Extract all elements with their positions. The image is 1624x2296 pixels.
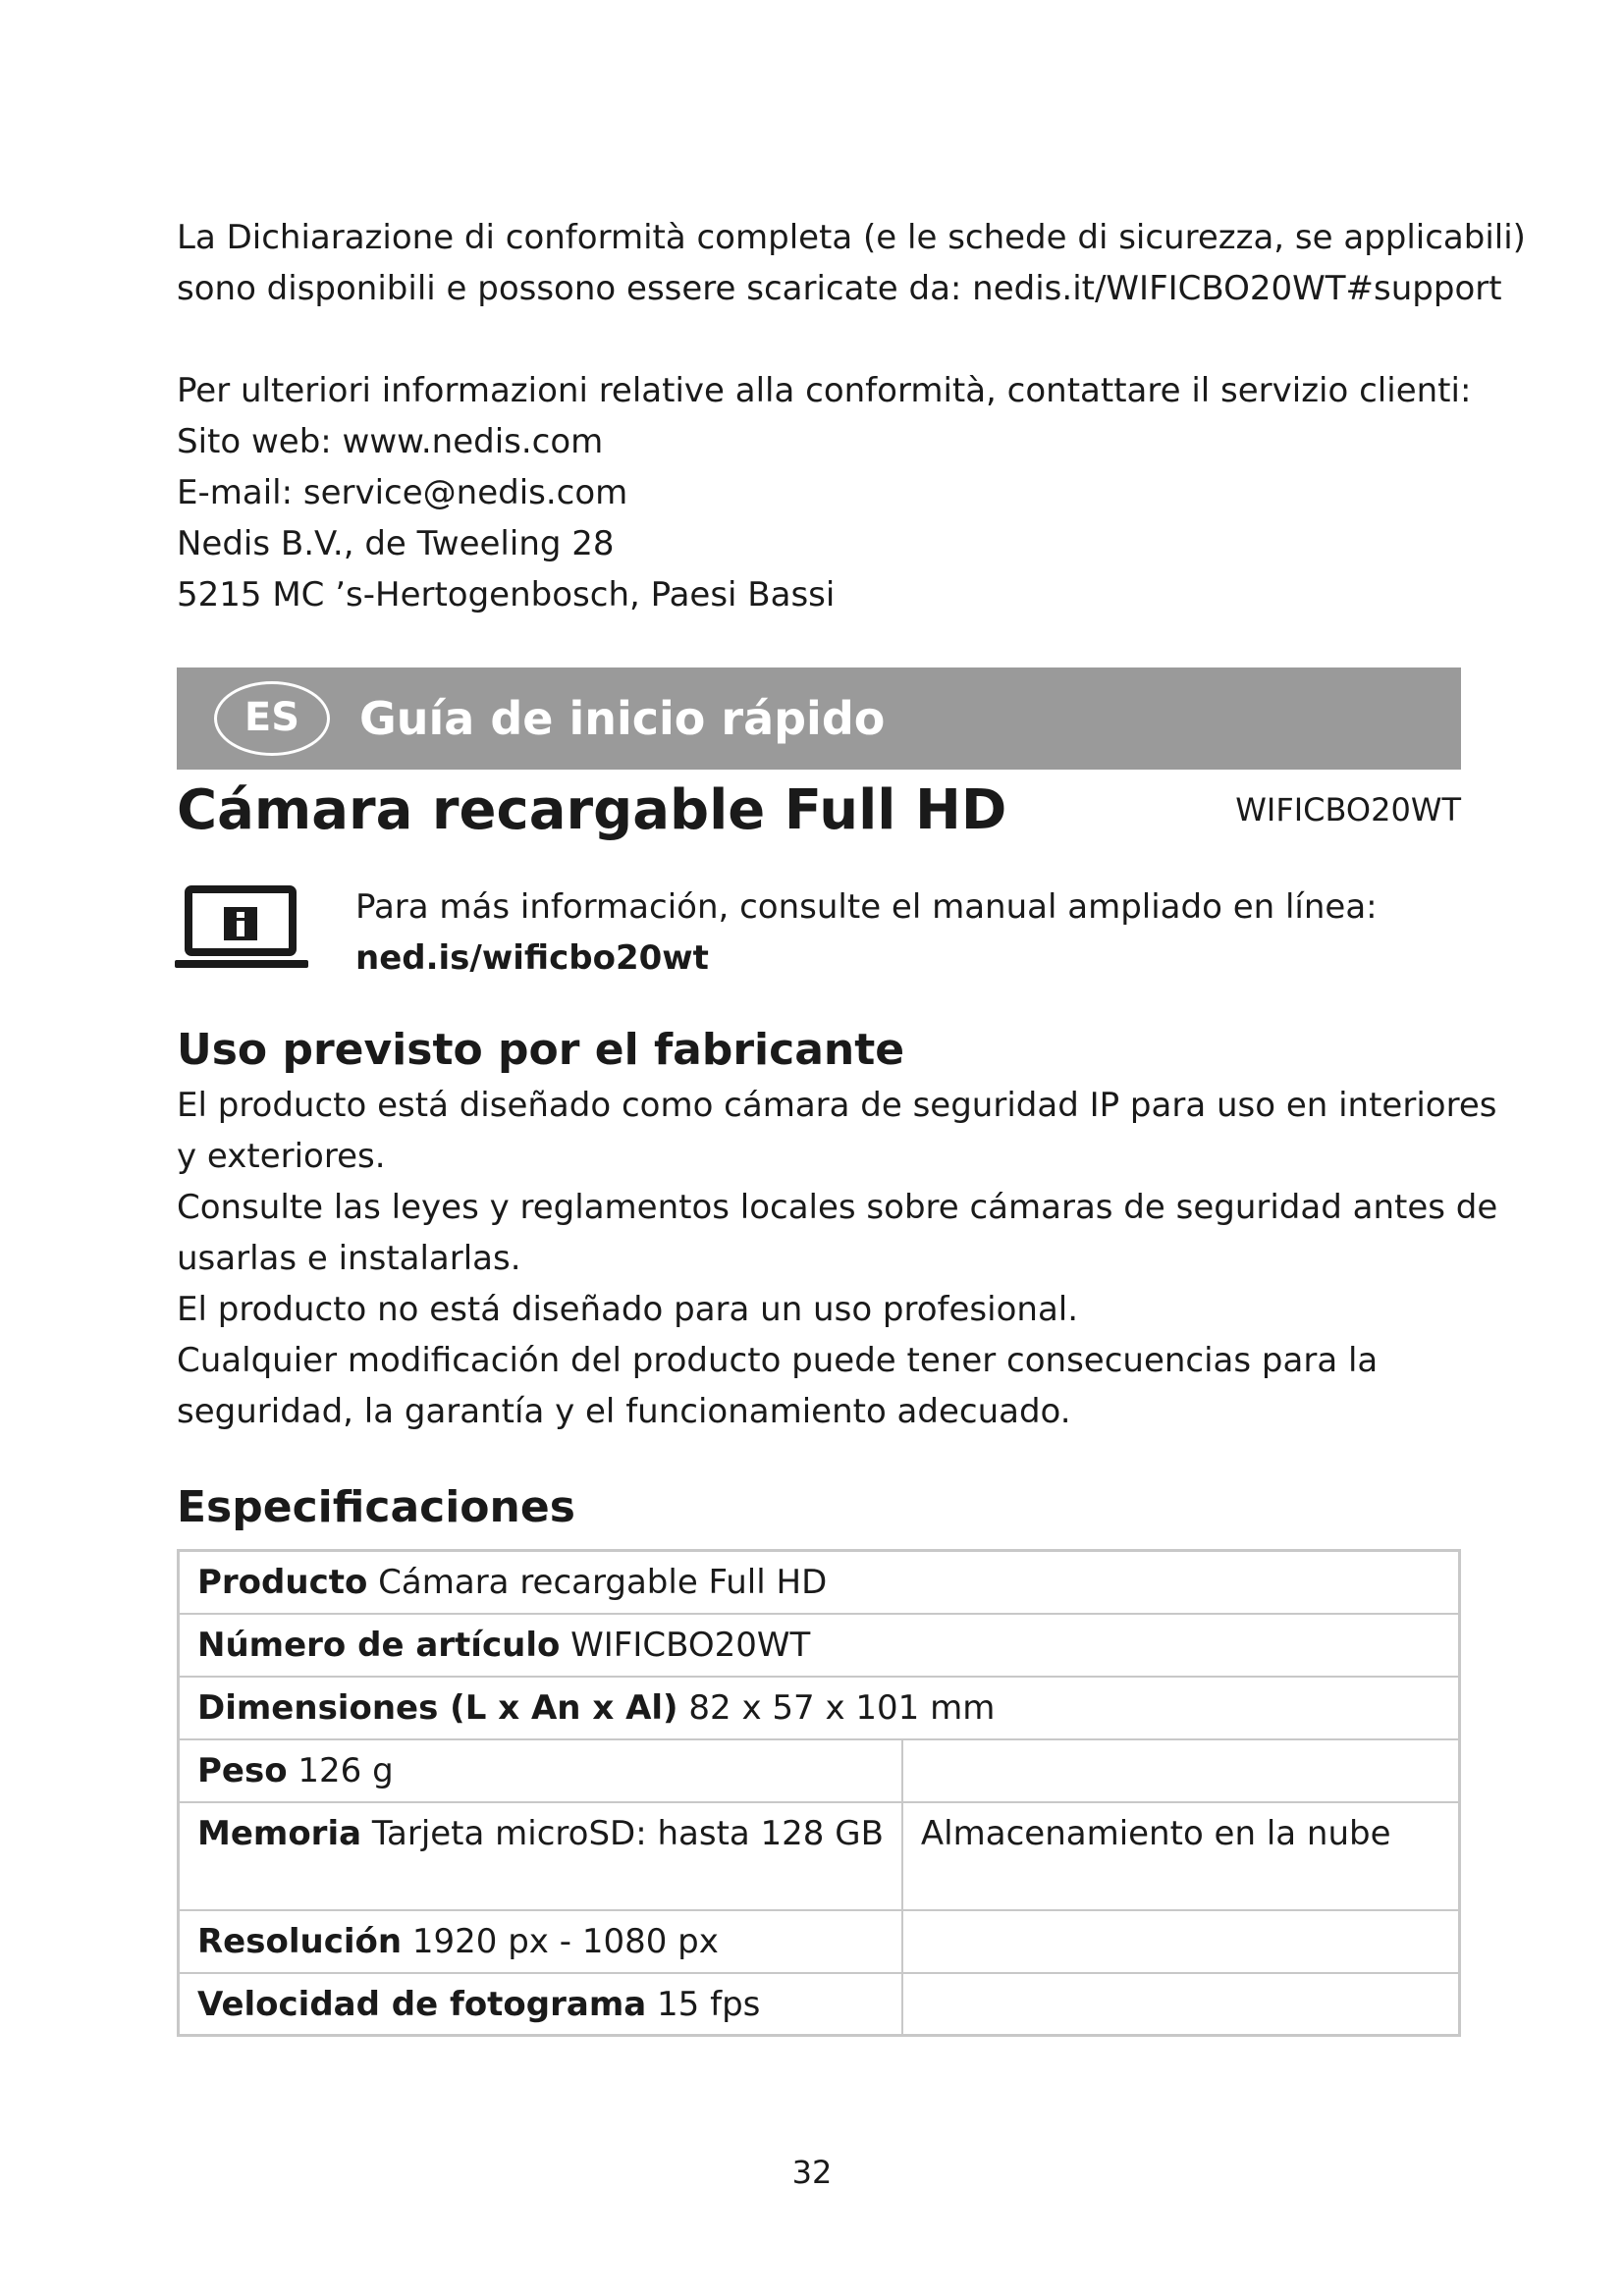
spec-label: Resolución [197, 1921, 403, 1961]
spec-cell [179, 1973, 902, 2036]
spec-value: 82 x 57 x 101 mm [688, 1687, 996, 1728]
model-code: WIFICBO20WT [1235, 791, 1461, 828]
page-number: 32 [791, 2154, 833, 2191]
table-row [179, 1677, 1460, 1739]
text-line: Cualquier modificación del producto puede tener consecuencias para la [177, 1341, 1379, 1380]
specs-table [177, 1549, 1461, 2037]
table-row [179, 1551, 1460, 1614]
text-line: Per ulteriori informazioni relative alla conformità, contattare il servizio clienti: [177, 371, 1472, 410]
spec-value-secondary: Almacenamiento en la nube [920, 1813, 1391, 1853]
specs-heading: Especificaciones [177, 1482, 575, 1532]
text-line: El producto está diseñado como cámara de seguridad IP para uso en interiores [177, 1086, 1497, 1125]
manual-info-text: Para más información, consulte el manual ampliado en línea: [355, 887, 1378, 927]
spec-value: 126 g [298, 1750, 394, 1790]
text-line: sono disponibili e possono essere scaricate da: nedis.it/WIFICBO20WT#support [177, 269, 1502, 308]
text-line: E-mail: service@nedis.com [177, 473, 628, 512]
manual-link[interactable]: ned.is/wificbo20wt [355, 938, 709, 978]
spec-cell [179, 1910, 902, 1973]
spec-cell [179, 1739, 902, 1802]
spec-value: WIFICBO20WT [570, 1625, 811, 1665]
language-badge: ES [214, 681, 330, 756]
spec-cell [179, 1614, 1460, 1677]
text-line: El producto no está diseñado para un uso profesional. [177, 1290, 1079, 1329]
table-row [179, 1614, 1460, 1677]
spec-value: Tarjeta microSD: hasta 128 GB [371, 1813, 884, 1853]
text-line: usarlas e instalarlas. [177, 1239, 521, 1278]
text-line: Sito web: www.nedis.com [177, 422, 604, 461]
intended-use-heading: Uso previsto por el fabricante [177, 1025, 905, 1075]
banner-title: Guía de inicio rápido [359, 692, 886, 745]
spec-label: Dimensiones (L x An x Al) [197, 1687, 678, 1728]
table-row [179, 1973, 1460, 2036]
spec-cell [179, 1802, 902, 1910]
laptop-info-icon [175, 883, 308, 978]
contact-paragraph [177, 365, 1472, 620]
spec-value: 15 fps [657, 1984, 761, 2024]
spec-cell [179, 1677, 1460, 1739]
spec-cell [902, 1802, 1460, 1910]
table-row [179, 1802, 1460, 1910]
spec-label: Número de artículo [197, 1625, 561, 1665]
spec-value: Cámara recargable Full HD [378, 1563, 828, 1602]
spec-label: Velocidad de fotograma [197, 1984, 647, 2024]
table-row [179, 1739, 1460, 1802]
text-line: Consulte las leyes y reglamentos locales sobre cámaras de seguridad antes de [177, 1188, 1498, 1227]
text-line: seguridad, la garantía y el funcionamiento adecuado. [177, 1392, 1071, 1431]
text-line: 5215 MC ’s-Hertogenbosch, Paesi Bassi [177, 575, 836, 614]
spec-label: Memoria [197, 1813, 362, 1853]
product-title: Cámara recargable Full HD [177, 778, 1007, 842]
language-banner [177, 667, 1461, 770]
text-line: Nedis B.V., de Tweeling 28 [177, 524, 615, 563]
spec-label: Peso [197, 1750, 288, 1790]
spec-label: Producto [197, 1563, 368, 1602]
spec-cell-empty [902, 1739, 1460, 1802]
spec-cell-empty [902, 1973, 1460, 2036]
spec-value: 1920 px - 1080 px [411, 1921, 719, 1961]
spec-cell [179, 1551, 1460, 1614]
spec-cell-empty [902, 1910, 1460, 1973]
text-line: La Dichiarazione di conformità completa (e le schede di sicurezza, se applicabili) [177, 218, 1526, 257]
manual-info [355, 881, 1378, 984]
text-line: y exteriores. [177, 1137, 386, 1176]
table-row [179, 1910, 1460, 1973]
intended-use-paragraph [177, 1080, 1498, 1437]
conformity-paragraph [177, 212, 1526, 314]
